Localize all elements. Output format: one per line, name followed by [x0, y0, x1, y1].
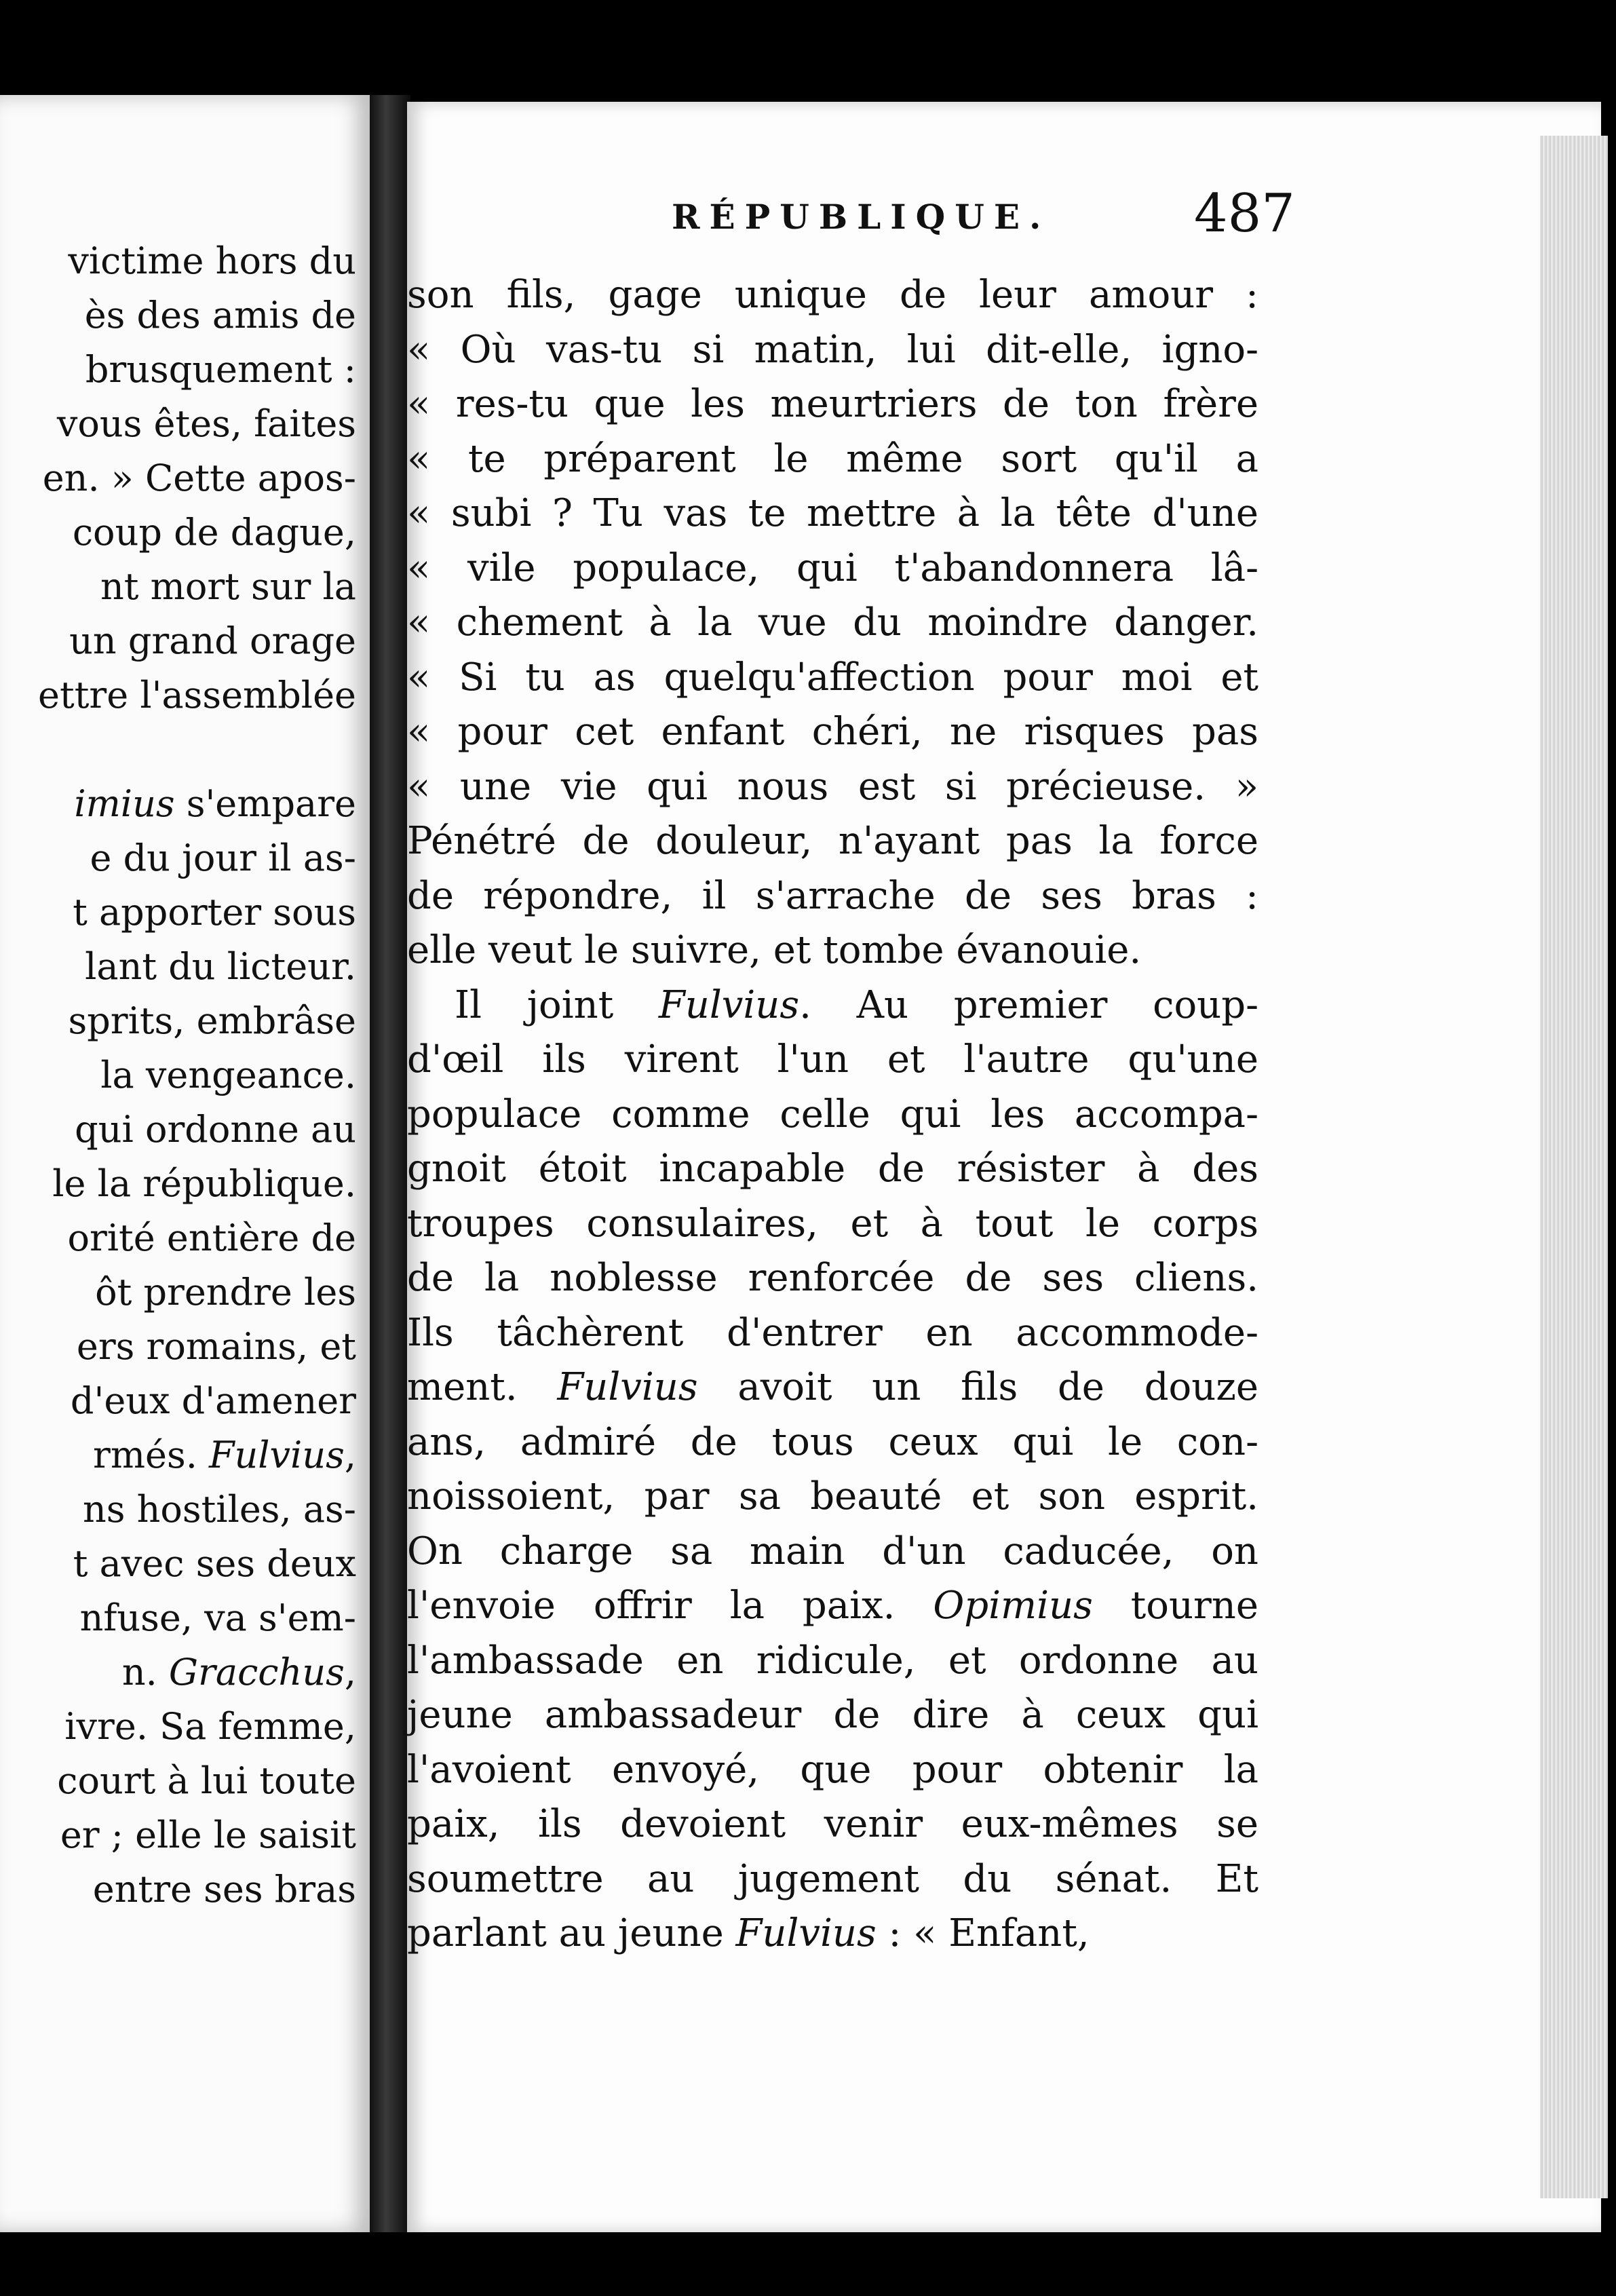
- text-line: t apporter sous: [73, 891, 356, 934]
- text-line: vous êtes, faites: [56, 402, 356, 445]
- text-line: « te préparent le même sort qu'il a: [407, 436, 1258, 481]
- text-line: troupes consulaires, et à tout le corps: [407, 1201, 1258, 1246]
- text-line: la vengeance.: [100, 1054, 356, 1096]
- text-line: « res-tu que les meurtriers de ton frère: [407, 382, 1258, 426]
- text-line: t avec ses deux: [73, 1542, 356, 1585]
- text-line: ivre. Sa femme,: [64, 1705, 356, 1748]
- text-line: populace comme celle qui les accompa-: [407, 1092, 1258, 1136]
- text-line: On charge sa main d'un caducée, on: [407, 1529, 1258, 1573]
- text-line: son fils, gage unique de leur amour :: [407, 273, 1258, 317]
- text-line: ôt prendre les: [95, 1271, 356, 1314]
- left-page: [0, 95, 370, 2232]
- running-head: RÉPUBLIQUE.: [672, 197, 1051, 237]
- text-line: le la république.: [52, 1162, 356, 1205]
- text-line: l'avoient envoyé, que pour obtenir la: [407, 1747, 1258, 1792]
- text-line: sprits, embrâse: [68, 999, 356, 1042]
- text-line: Pénétré de douleur, n'ayant pas la force: [407, 819, 1258, 863]
- text-line: n. Gracchus,: [121, 1651, 356, 1694]
- text-line: ettre l'assemblée: [38, 674, 356, 716]
- text-line: « vile populace, qui t'abandonnera lâ-: [407, 546, 1258, 590]
- text-line: paix, ils devoient venir eux-mêmes se: [407, 1802, 1258, 1846]
- text-line: ns hostiles, as-: [82, 1488, 356, 1531]
- text-line: elle veut le suivre, et tombe évanouie.: [407, 928, 1142, 972]
- text-line: l'ambassade en ridicule, et ordonne au: [407, 1638, 1258, 1683]
- text-line: qui ordonne au: [75, 1108, 356, 1151]
- text-line: entre ses bras: [92, 1868, 356, 1911]
- text-line: nfuse, va s'em-: [79, 1596, 356, 1639]
- text-line: jeune ambassadeur de dire à ceux qui: [407, 1693, 1258, 1737]
- text-line: « subi ? Tu vas te mettre à la tête d'une: [407, 491, 1258, 535]
- text-line: victime hors du: [68, 240, 356, 282]
- text-line: ans, admiré de tous ceux qui le con-: [407, 1419, 1258, 1464]
- text-line: « Si tu as quelqu'affection pour moi et: [407, 655, 1258, 700]
- text-line: ès des amis de: [84, 294, 356, 337]
- text-line: e du jour il as-: [90, 837, 356, 879]
- text-line: ers romains, et: [76, 1325, 356, 1368]
- text-line: lant du licteur.: [85, 945, 356, 988]
- text-line: en. » Cette apos-: [42, 457, 356, 499]
- text-line: er ; elle le saisit: [60, 1814, 356, 1856]
- text-line: « Où vas-tu si matin, lui dit-elle, igno-: [407, 327, 1258, 372]
- text-line: court à lui toute: [57, 1759, 356, 1802]
- text-line: Il joint Fulvius. Au premier coup-: [455, 982, 1258, 1027]
- left-page-text: [0, 234, 356, 1917]
- text-line: imius s'empare: [74, 782, 356, 825]
- page-edges: [1540, 136, 1608, 2198]
- text-line: orité entière de: [67, 1217, 356, 1259]
- text-line: d'œil ils virent l'un et l'autre qu'une: [407, 1037, 1258, 1082]
- text-line: Ils tâchèrent d'entrer en accommode-: [407, 1310, 1258, 1355]
- text-line: parlant au jeune Fulvius : « Enfant,: [407, 1911, 1090, 1955]
- text-line: un grand orage: [69, 619, 356, 662]
- text-line: soumettre au jugement du sénat. Et: [407, 1856, 1258, 1901]
- right-page-text: [407, 268, 1258, 1962]
- text-line: [0, 723, 356, 777]
- text-line: « pour cet enfant chéri, ne risques pas: [407, 710, 1258, 754]
- text-line: nt mort sur la: [100, 565, 356, 608]
- page-number: 487: [1194, 183, 1295, 244]
- text-line: d'eux d'amener: [70, 1379, 356, 1422]
- text-line: l'envoie offrir la paix. Opimius tourne: [407, 1584, 1259, 1628]
- text-line: brusquement :: [85, 348, 356, 391]
- book-gutter: [370, 95, 410, 2232]
- text-line: « chement à la vue du moindre danger.: [407, 600, 1258, 645]
- text-line: ment. Fulvius avoit un fils de douze: [407, 1365, 1258, 1409]
- text-line: « une vie qui nous est si précieuse. »: [407, 764, 1258, 809]
- text-line: rmés. Fulvius,: [93, 1434, 356, 1476]
- text-line: de répondre, il s'arrache de ses bras :: [407, 873, 1258, 918]
- text-line: gnoit étoit incapable de résister à des: [407, 1147, 1258, 1191]
- text-line: noissoient, par sa beauté et son esprit.: [407, 1474, 1258, 1518]
- text-line: de la noblesse renforcée de ses cliens.: [407, 1256, 1258, 1300]
- text-line: coup de dague,: [72, 511, 356, 554]
